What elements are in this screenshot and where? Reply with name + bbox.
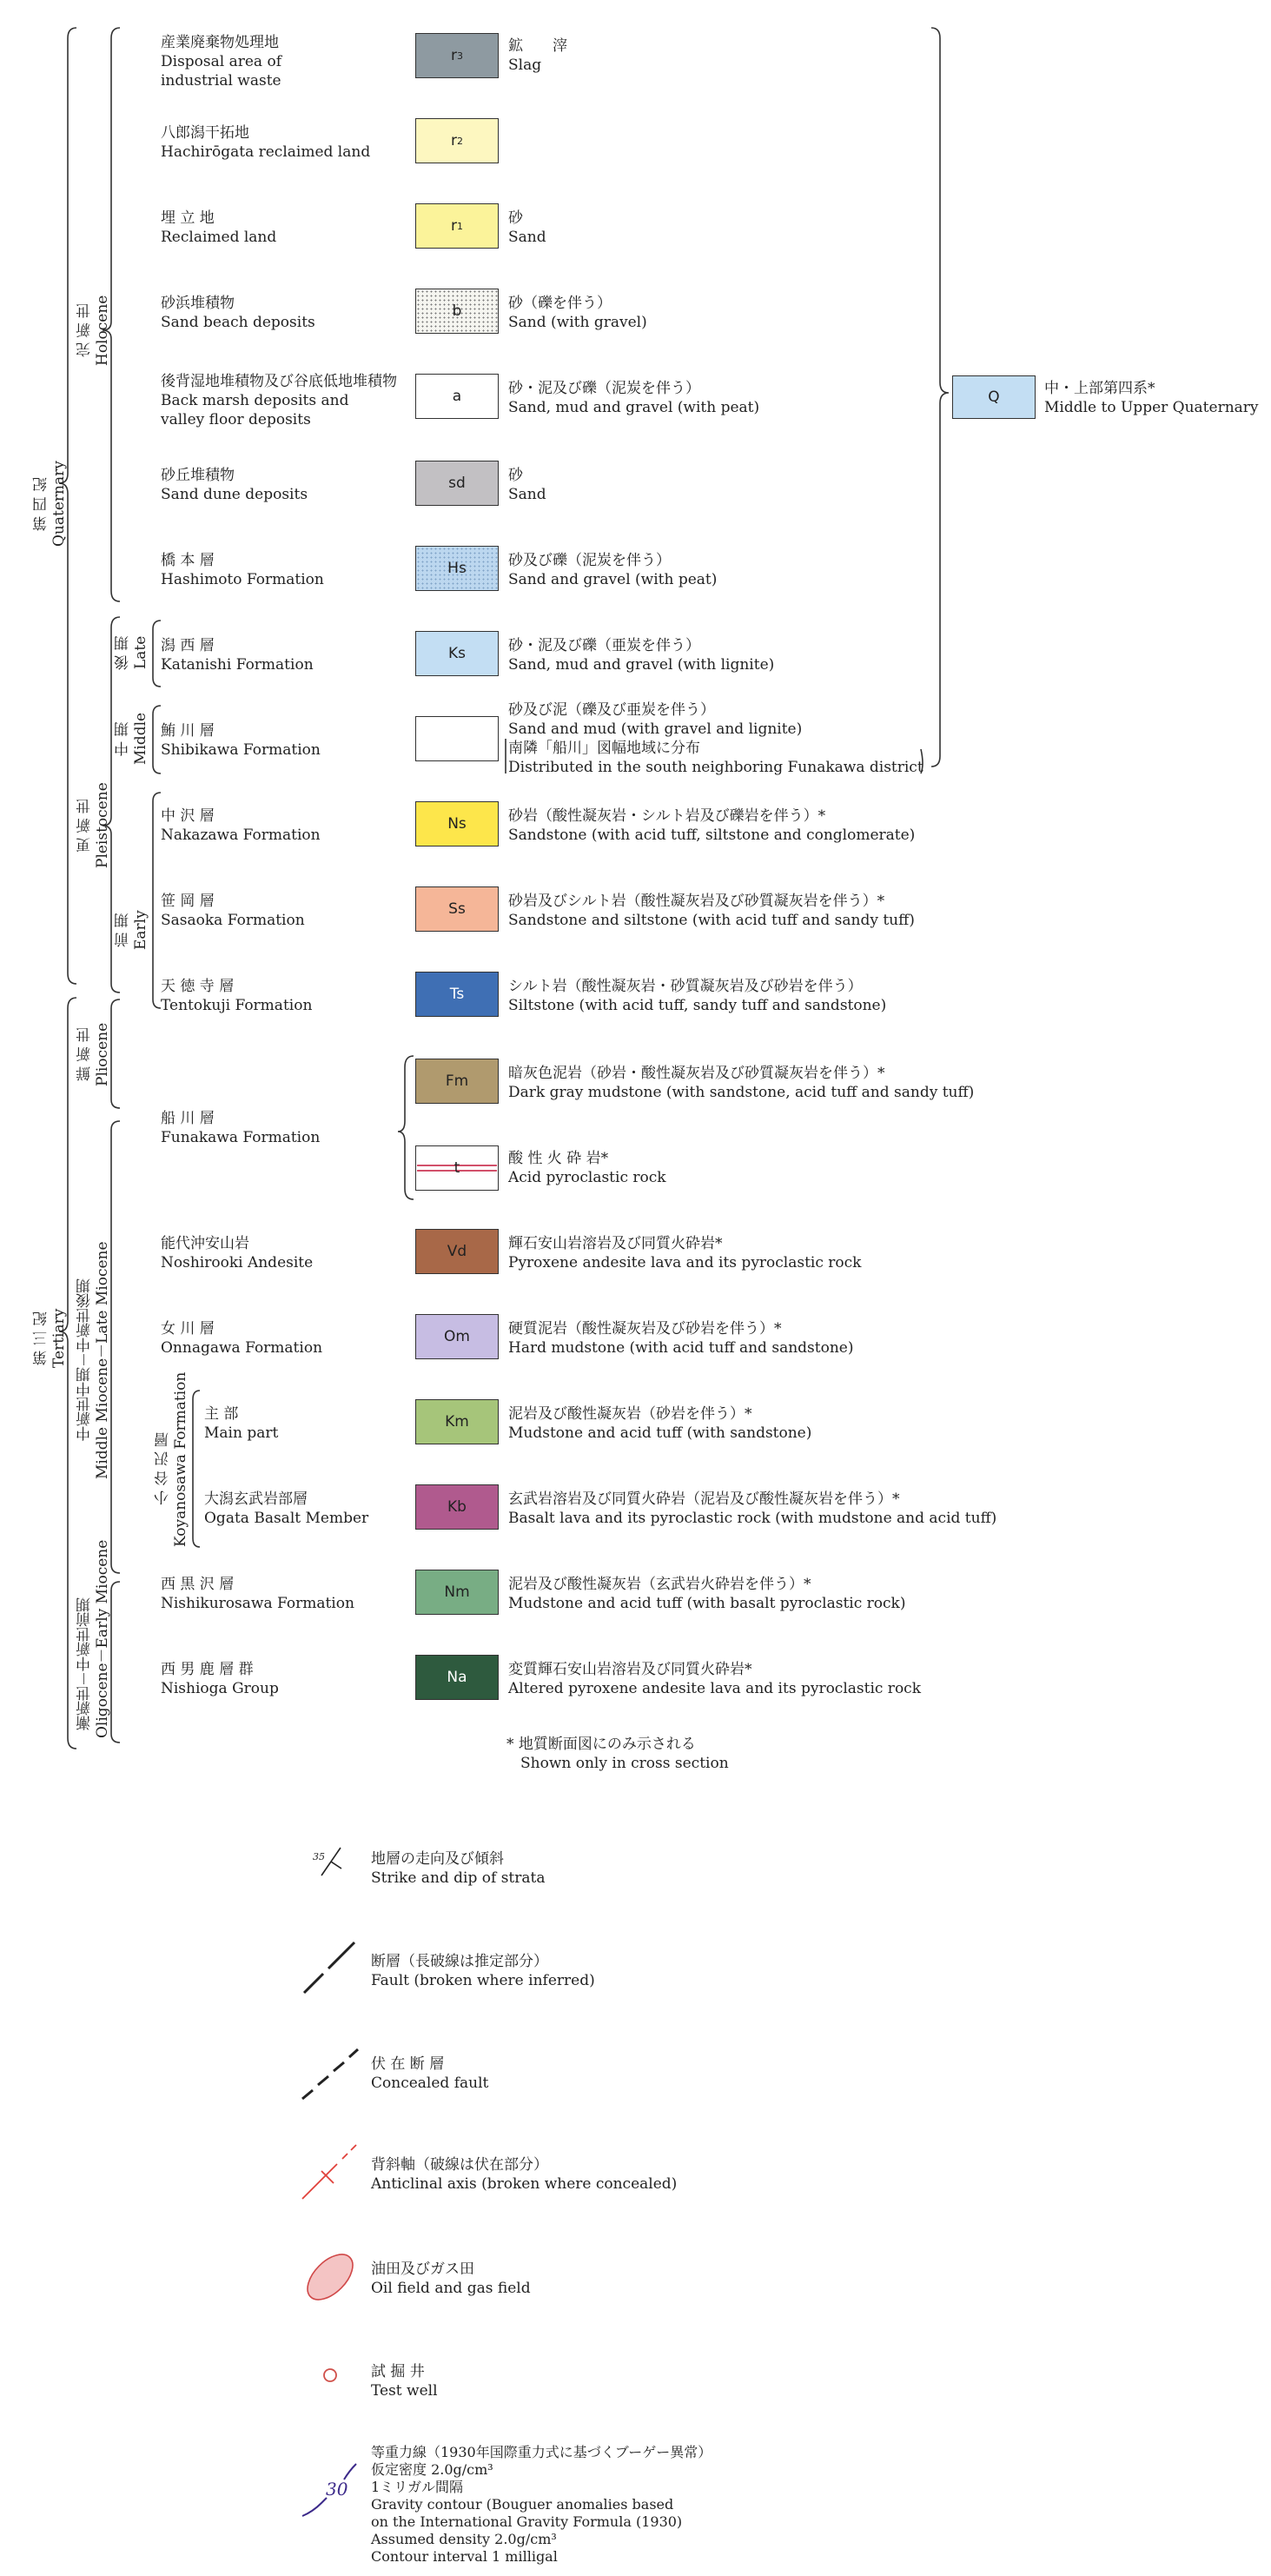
swatch-ss: Ss (415, 886, 499, 932)
swatch-sd: sd (415, 461, 499, 506)
swatch-r2: r 2 (415, 118, 499, 163)
swatch-ns: Ns (415, 801, 499, 846)
swatch-nm: Nm (415, 1570, 499, 1615)
unit-name-fm: 船 川 層 Funakawa Formation (161, 1110, 321, 1146)
legend-strike-dip: 地層の走向及び傾斜 Strike and dip of strata (371, 1850, 546, 1887)
legend-anticlinal-axis: 背斜軸（破線は伏在部分） Anticlinal axis (broken where concealed) (371, 2156, 678, 2193)
unit-name-r2: 八郎潟干拓地 Hachirōgata reclaimed land (161, 124, 371, 161)
koyanosawa-formation-label: 小 谷 沢 層 Koyanosawa Formation (155, 1371, 189, 1547)
unit-desc-t: 酸 性 火 砕 岩* Acid pyroclastic rock (508, 1150, 666, 1186)
swatch-ks: Ks (415, 631, 499, 676)
unit-desc-r1: 砂 Sand (508, 209, 546, 246)
unit-desc-ns: 砂岩（酸性凝灰岩・シルト岩及び礫岩を伴う）* Sandstone (with acid tuff, siltstone and conglomerate) (508, 807, 916, 844)
unit-desc-nm: 泥岩及び酸性凝灰岩（玄武岩火砕岩を伴う）* Mudstone and acid tuff (with basalt pyroclastic rock) (508, 1576, 906, 1612)
unit-name-kb: 大潟玄武岩部層 Ogata Basalt Member (204, 1490, 369, 1527)
legend-oil-field: 油田及びガス田 Oil field and gas field (371, 2261, 531, 2297)
dip-value: 35 (313, 1851, 325, 1862)
unit-desc-na: 変質輝石安山岩溶岩及び同質火砕岩* Altered pyroxene andesite lava and its pyroclastic rock (508, 1661, 921, 1697)
subepoch-early: 前 期 Early (115, 910, 149, 950)
swatch-r3: r 3 (415, 33, 499, 78)
fault-icon (295, 1934, 365, 2003)
swatch-ts: Ts (415, 972, 499, 1017)
swatch-a: a (415, 374, 499, 419)
gravity-contour-icon (295, 2455, 365, 2525)
unit-desc-ks: 砂・泥及び礫（亜炭を伴う） Sand, mud and gravel (with lignite) (508, 637, 775, 674)
swatch-q: Q (952, 375, 1036, 419)
strike-dip-icon (295, 1842, 365, 1886)
unit-desc-vd: 輝石安山岩溶岩及び同質火砕岩* Pyroxene andesite lava and its pyroclastic rock (508, 1235, 862, 1271)
epoch-middle-late-miocene: 中新世中期－中新世後期 Middle Miocene－Late Miocene (76, 1241, 111, 1479)
legend-test-well: 試 掘 井 Test well (371, 2363, 438, 2400)
swatch-vd: Vd (415, 1229, 499, 1274)
epoch-pleistocene: 更 新 世 Pleistocene (76, 782, 111, 869)
swatch-r1: r 1 (415, 203, 499, 249)
unit-desc-om: 硬質泥岩（酸性凝灰岩及び砂岩を伴う）* Hard mudstone (with acid tuff and sandstone) (508, 1320, 854, 1357)
oil-field-icon (295, 2242, 365, 2312)
period-tertiary: 第 三 紀 Tertiary (33, 1308, 68, 1369)
unit-name-ss: 笹 岡 層 Sasaoka Formation (161, 893, 305, 929)
unit-name-shibikawa: 鮪 川 層 Shibikawa Formation (161, 722, 321, 759)
unit-name-vd: 能代沖安山岩 Noshirooki Andesite (161, 1235, 314, 1271)
unit-name-ns: 中 沢 層 Nakazawa Formation (161, 807, 321, 844)
epoch-pliocene: 鮮 新 世 Pliocene (76, 1022, 111, 1086)
unit-desc-sd: 砂 Sand (508, 467, 546, 503)
legend-concealed-fault: 伏 在 断 層 Concealed fault (371, 2055, 489, 2092)
subepoch-middle: 中 期 Middle (115, 712, 149, 766)
unit-desc-r3: 鉱 滓 Slag (508, 37, 567, 74)
unit-desc-ss: 砂岩及びシルト岩（酸性凝灰岩及び砂質凝灰岩を伴う）* Sandstone and siltstone (with acid tuff and sandy tuff) (508, 893, 915, 929)
unit-desc-b: 砂（礫を伴う） Sand (with gravel) (508, 295, 647, 331)
unit-desc-a: 砂・泥及び礫（泥炭を伴う） Sand, mud and gravel (with peat) (508, 380, 760, 416)
unit-desc-hs: 砂及び礫（泥炭を伴う） Sand and gravel (with peat) (508, 552, 718, 588)
swatch-kb: Kb (415, 1484, 499, 1530)
contour-label: 30 (326, 2479, 348, 2500)
unit-name-r3: 産業廃棄物処理地 Disposal area of industrial waste (161, 34, 281, 90)
unit-desc-fm: 暗灰色泥岩（砂岩・酸性凝灰岩及び砂質凝灰岩を伴う）* Dark gray mudstone (with sandstone, acid tuff and sandy tuff) (508, 1065, 975, 1101)
q-description: 中・上部第四系* Middle to Upper Quaternary (1044, 380, 1259, 416)
unit-name-ks: 潟 西 層 Katanishi Formation (161, 637, 314, 674)
unit-name-na: 西 男 鹿 層 群 Nishioga Group (161, 1661, 279, 1697)
swatch-km: Km (415, 1399, 499, 1444)
unit-name-a: 後背湿地堆積物及び谷底低地堆積物 Back marsh deposits and valley floor deposits (161, 373, 397, 428)
unit-desc-shibikawa: 砂及び泥（礫及び亜炭を伴う） Sand and mud (with gravel and lignite) 南隣「船川」図幅地域に分布 Distributed in the south neighboring Funakawa district (508, 701, 923, 776)
unit-name-km: 主 部 Main part (204, 1405, 279, 1442)
test-well-icon (313, 2362, 348, 2388)
unit-name-nm: 西 黒 沢 層 Nishikurosawa Formation (161, 1576, 354, 1612)
swatch-hs: Hs (415, 546, 499, 591)
swatch-na: Na (415, 1655, 499, 1700)
swatch-t: t (415, 1145, 499, 1191)
unit-name-hs: 橋 本 層 Hashimoto Formation (161, 552, 324, 588)
subepoch-late: 後 期 Late (115, 635, 149, 670)
swatch-b: b (415, 289, 499, 334)
unit-name-om: 女 川 層 Onnagawa Formation (161, 1320, 323, 1357)
footnote: * 地質断面図にのみ示される Shown only in cross section (506, 1736, 729, 1772)
period-quaternary: 第 四 紀 Quaternary (33, 461, 68, 548)
legend-fault: 断層（長破線は推定部分） Fault (broken where inferred) (371, 1953, 595, 1989)
epoch-oligocene-early-miocene: 漸新世－中新世前期 Oligocene－Early Miocene (76, 1539, 111, 1738)
unit-name-sd: 砂丘堆積物 Sand dune deposits (161, 467, 308, 503)
swatch-shibikawa (415, 716, 499, 761)
swatch-fm: Fm (415, 1059, 499, 1104)
unit-name-b: 砂浜堆積物 Sand beach deposits (161, 295, 315, 331)
concealed-fault-icon (295, 2038, 365, 2108)
epoch-holocene: 完 新 世 Holocene (76, 295, 111, 366)
unit-name-r1: 埋 立 地 Reclaimed land (161, 209, 277, 246)
unit-desc-ts: シルト岩（酸性凝灰岩・砂質凝灰岩及び砂岩を伴う） Siltstone (with acid tuff, sandy tuff and sandstone) (508, 978, 887, 1014)
unit-desc-kb: 玄武岩溶岩及び同質火砕岩（泥岩及び酸性凝灰岩を伴う）* Basalt lava and its pyroclastic rock (with mudstone and acid tuff) (508, 1490, 997, 1527)
anticlinal-axis-icon (295, 2138, 365, 2208)
legend-gravity-contour: 等重力線（1930年国際重力式に基づくブーゲー異常） 仮定密度 2.0g/cm³ 1ミリガル間隔 Gravity contour (Bouguer anomalies based on the International Gravity Formula (1930) Assumed density 2.0g/cm³ Contour interval 1 milligal (371, 2444, 712, 2565)
unit-name-ts: 天 徳 寺 層 Tentokuji Formation (161, 978, 313, 1014)
swatch-om: Om (415, 1314, 499, 1359)
unit-desc-km: 泥岩及び酸性凝灰岩（砂岩を伴う）* Mudstone and acid tuff (with sandstone) (508, 1405, 812, 1442)
